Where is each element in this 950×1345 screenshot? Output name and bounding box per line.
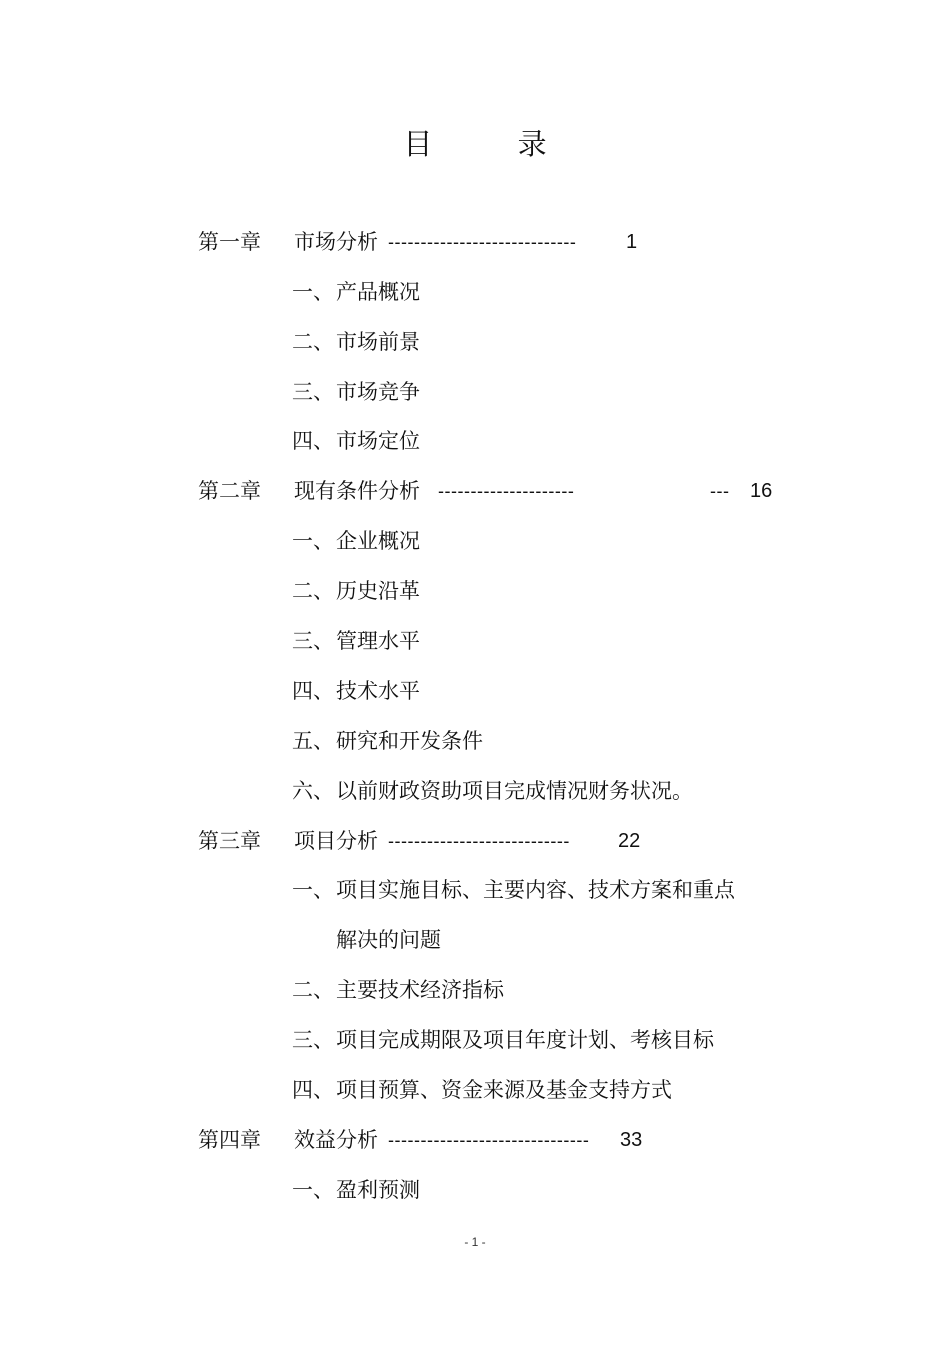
dot-leader: ------------------------------- — [388, 1130, 590, 1150]
section-number: 一、 — [292, 1178, 334, 1202]
section-title: 市场前景 — [336, 330, 420, 354]
chapter-title: 市场分析 — [294, 230, 378, 254]
section-number: 四、 — [292, 1078, 334, 1102]
dot-leader: ----------------------------- — [388, 232, 577, 252]
section-title: 管理水平 — [336, 629, 420, 653]
chapter-title: 效益分析 — [294, 1128, 378, 1152]
section-title-continued: 解决的问题 — [336, 928, 441, 952]
section-number: 二、 — [292, 330, 334, 354]
page-number: 16 — [750, 480, 773, 502]
chapter-label: 第一章 — [198, 230, 261, 254]
section-title: 历史沿革 — [336, 579, 420, 603]
section-number: 三、 — [292, 380, 334, 404]
section-title: 盈利预测 — [336, 1178, 420, 1202]
section-number: 一、 — [292, 280, 334, 304]
section-title: 市场定位 — [336, 429, 420, 453]
page-footer: - 1 - — [464, 1235, 486, 1249]
section-title: 主要技术经济指标 — [336, 978, 504, 1002]
dot-leader: --- — [710, 481, 730, 501]
section-title: 项目完成期限及项目年度计划、考核目标 — [336, 1028, 714, 1052]
section-title: 企业概况 — [336, 529, 420, 553]
section-title: 市场竞争 — [336, 380, 420, 404]
section-number: 四、 — [292, 679, 334, 703]
chapter-label: 第四章 — [198, 1128, 261, 1152]
dot-leader: ---------------------------- — [388, 831, 570, 851]
section-number: 六、 — [292, 779, 334, 803]
chapter-label: 第三章 — [198, 829, 261, 853]
page-number: 22 — [618, 830, 641, 852]
chapter-title: 项目分析 — [294, 829, 378, 853]
chapter-title: 现有条件分析 — [294, 479, 420, 503]
section-title: 研究和开发条件 — [336, 729, 483, 753]
section-number: 四、 — [292, 429, 334, 453]
dot-leader: --------------------- — [438, 481, 575, 501]
page-number: 33 — [620, 1129, 643, 1151]
section-title: 以前财政资助项目完成情况财务状况。 — [336, 779, 693, 803]
chapter-label: 第二章 — [198, 479, 261, 503]
section-title: 产品概况 — [336, 280, 420, 304]
section-title: 技术水平 — [336, 679, 420, 703]
section-number: 五、 — [292, 729, 334, 753]
section-number: 一、 — [292, 529, 334, 553]
section-number: 三、 — [292, 1028, 334, 1052]
section-number: 二、 — [292, 579, 334, 603]
toc-title: 目 录 — [403, 127, 585, 161]
section-number: 一、 — [292, 878, 334, 902]
section-number: 二、 — [292, 978, 334, 1002]
section-number: 三、 — [292, 629, 334, 653]
section-title: 项目预算、资金来源及基金支持方式 — [336, 1078, 672, 1102]
page-number: 1 — [626, 231, 638, 253]
section-title: 项目实施目标、主要内容、技术方案和重点 — [336, 878, 735, 902]
